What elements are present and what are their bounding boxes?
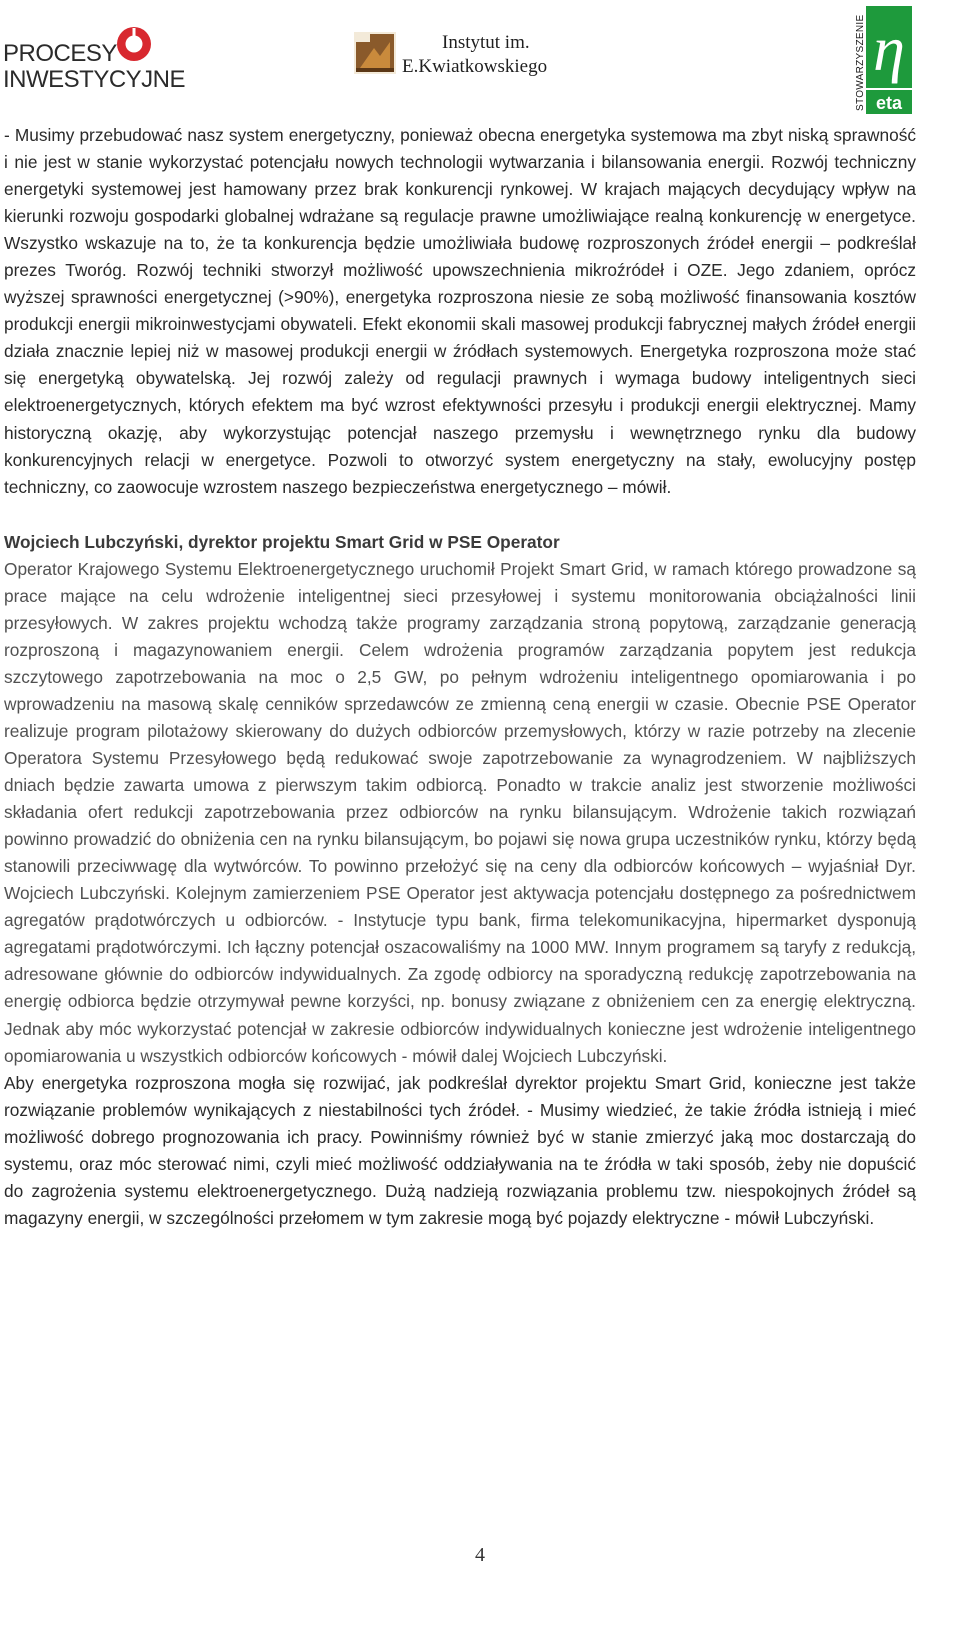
instytut-logo-line1: Instytut im. [442, 32, 530, 53]
procesy-logo-line1: PROCESY [3, 40, 117, 67]
instytut-kwiatkowskiego-logo [354, 30, 560, 80]
eta-mark-icon [852, 4, 914, 118]
procesy-inwestycyjne-logo [3, 26, 193, 92]
article-paragraph-energy-storage: Aby energetyka rozproszona mogła się rozwijać, jak podkreślał dyrektor projektu Smart Grid, konieczne jest także rozwiązanie problemów wynikających z niestabilności tych źródeł. - Musimy wiedzieć, że takie źródła istnieją i mieć możliwość dobrego prognozowania ich pracy. Powinniśmy również być w stanie zmierzyć jaką moc dostarczają do systemu, oraz móc sterować nimi, czyli mieć możliwość oddziaływania na te źródła w taki sposób, żeby nie dopuścić do zagrożenia systemu elektroenergetycznego. Dużą nadzieją rozwiązania problemu tzw. niespokojnych źródeł są magazyny energii, w szczególności przełomem w tym zakresie mogą być pojazdy elektryczne - mówił Lubczyński. [4, 1072, 916, 1228]
article-paragraph-tworog-quote: - Musimy przebudować nasz system energetyczny, ponieważ obecna energetyka systemowa ma zbyt niską sprawność i nie jest w stanie wykorzystać potencjału nowych technologii wytwarzania i bilansowania energii. Rozwój techniczny energetyki systemowej jest hamowany przez brak konkurencji rynkowej. W krajach mających decydujący wpływ na kierunki rozwoju gospodarki globalnej wdrażane są regulacje prawne umożliwiające realną konkurencję w energetyce. Wszystko wskazuje na to, że ta konkurencja będzie umożliwiała budowę rozproszonych źródeł energii – podkreślał prezes Tworóg. Rozwój techniki stworzył możliwość upowszechnienia mikroźródeł i OZE. Jego zdaniem, oprócz wyższej sprawności energetycznej (>90%), energetyka rozproszona niesie ze sobą możliwość finansowania kosztów produkcji energii mikroinwestycjami obywateli. Efekt ekonomii skali masowej produkcji fabrycznej małych źródeł energii działa znacznie lepiej niż w masowej produkcji energii w źródłach systemowych. Energetyka rozproszona może stać się energetyką obywatelską. Jej rozwój zależy od regulacji prawnych i wymaga budowy inteligentnych sieci elektroenergetycznych, których efektem ma być wzrost efektywności przesyłu i produkcji energii elektrycznej. Mamy historyczną okazję, aby wykorzystując potencjał naszego przemysłu i wewnętrznego rynku dla budowy konkurencyjnych relacji w energetyce. Pozwoli to otworzyć system energetyczny na stały, ewolucyjny postęp techniczny, co zaowocuje wzrostem naszego bezpieczeństwa energetycznego – mówił. [4, 125, 916, 497]
section-heading-lubczynski: Wojciech Lubczyński, dyrektor projektu Smart Grid w PSE Operator [4, 531, 560, 552]
article-body [4, 122, 916, 1232]
instytut-logo-line2: E.Kwiatkowskiego [402, 56, 548, 77]
procesy-logo-mark-icon [116, 26, 152, 62]
svg-text:eta: eta [875, 93, 903, 113]
page-header [0, 0, 960, 120]
stowarzyszenie-eta-logo [852, 4, 914, 118]
stowarzyszenie-vertical-text: STOWARZYSZENIE [855, 14, 866, 111]
article-paragraph-smart-grid: Operator Krajowego Systemu Elektroenergetycznego uruchomił Projekt Smart Grid, w ramach którego prowadzone są prace mające na celu wdrożenie inteligentnej sieci przesyłowej i systemu monitorowania obciążalności linii przesyłowych. W zakres projektu wchodzą także programy zarządzania stroną popytową, zarządzanie generacją rozproszoną i magazynowaniem energii. Celem wdrożenia programów zarządzania popytem jest redukcja szczytowego zapotrzebowania na moc o 2,5 GW, po pełnym wdrożeniu inteligentnego opomiarowania i po wprowadzeniu na masową skalę cenników sprzedawców ze zmienną ceną energii w czasie. Obecnie PSE Operator realizuje program pilotażowy skierowany do dużych odbiorców przemysłowych, którzy w razie potrzeby na zlecenie Operatora Systemu Przesyłowego będą redukować swoje zapotrzebowanie za wynagrodzeniem. W najbliższych dniach będzie zawarta umowa z pierwszym takim odbiorcą. Ponadto w trakcie analiz jest stworzenie możliwości składania ofert redukcji zapotrzebowania przez odbiorców na rynku bilansującym. Wdrożenie takich rozwiązań powinno prowadzić do obniżenia cen na rynku bilansującym, bo pojawi się nowa grupa uczestników rynku, którzy będą stanowili przeciwwagę dla wytwórców. To powinno przełożyć się na ceny dla odbiorców końcowych – wyjaśniał Dyr. Wojciech Lubczyński. Kolejnym zamierzeniem PSE Operator jest aktywacja potencjału dostępnego za pośrednictwem agregatów prądotwórczych u odbiorców. - Instytucje typu bank, firma telekomunikacyjna, hipermarket dysponują agregatami prądotwórczymi. Ich łączny potencjał oszacowaliśmy na 1000 MW. Innym programem są taryfy z redukcją, adresowane głównie do odbiorców indywidualnych. Za zgodę odbiorcy na sporadyczną redukcję zapotrzebowania na energię odbiorca będzie otrzymywał pewne korzyści, np. bonusy związane z obniżeniem cen za energię elektryczną. Jednak aby móc wykorzystać potencjał w zakresie odbiorców indywidualnych konieczne jest wdrożenie inteligentnego opomiarowania u wszystkich odbiorców końcowych - mówił dalej Wojciech Lubczyński. [4, 558, 916, 1066]
instytut-emblem-icon [354, 32, 396, 74]
page-number: 4 [475, 1544, 485, 1566]
procesy-logo-line2: INWESTYCYJNE [3, 66, 186, 93]
svg-text:η: η [873, 13, 905, 84]
